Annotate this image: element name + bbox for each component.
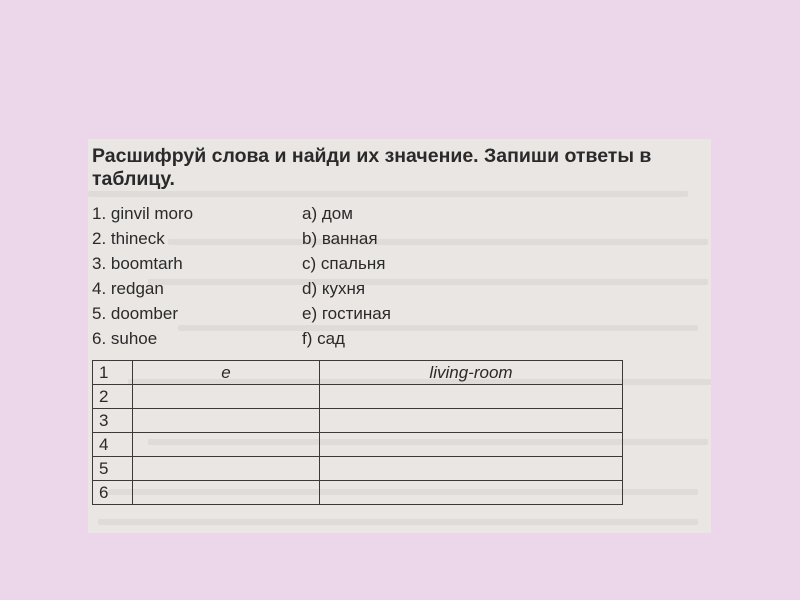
meaning-option: d) кухня xyxy=(302,279,366,298)
table-row xyxy=(93,361,623,385)
answer-meaning-cell[interactable] xyxy=(320,481,623,505)
scrambled-word: 4. redgan xyxy=(92,279,164,298)
answer-letter-cell[interactable] xyxy=(133,481,320,505)
answer-table xyxy=(92,360,623,505)
scrambled-words-list xyxy=(92,201,292,351)
scrambled-word: 5. doomber xyxy=(92,304,178,323)
row-number: 5 xyxy=(93,457,133,481)
scrambled-word: 6. suhoe xyxy=(92,329,158,348)
worksheet xyxy=(88,139,711,533)
answer-letter-cell[interactable] xyxy=(133,385,320,409)
answer-meaning-cell[interactable] xyxy=(320,385,623,409)
answer-letter-cell[interactable] xyxy=(133,433,320,457)
answer-letter-cell[interactable] xyxy=(133,457,320,481)
meaning-option: e) гостиная xyxy=(302,304,391,323)
meaning-option: b) ванная xyxy=(302,229,378,248)
meanings-list xyxy=(302,201,502,351)
answer-letter-cell[interactable] xyxy=(133,409,320,433)
task-title: Расшифруй слова и найди их значение. Запиши ответы в таблицу. xyxy=(92,145,652,190)
row-number: 3 xyxy=(93,409,133,433)
row-number: 4 xyxy=(93,433,133,457)
table-row xyxy=(93,481,623,505)
answer-meaning-cell[interactable]: living-room xyxy=(320,361,623,385)
answer-meaning-cell[interactable] xyxy=(320,433,623,457)
scrambled-word: 3. boomtarh xyxy=(92,254,183,273)
table-row xyxy=(93,457,623,481)
row-number: 1 xyxy=(93,361,133,385)
meaning-option: c) спальня xyxy=(302,254,386,273)
answer-meaning-cell[interactable] xyxy=(320,457,623,481)
table-row xyxy=(93,409,623,433)
row-number: 2 xyxy=(93,385,133,409)
table-row xyxy=(93,385,623,409)
scrambled-word: 2. thineck xyxy=(92,229,165,248)
meaning-option: a) дом xyxy=(302,204,353,223)
bleed-through-line xyxy=(98,519,698,525)
table-row xyxy=(93,433,623,457)
bleed-through-line xyxy=(88,191,688,197)
meaning-option: f) сад xyxy=(302,329,345,348)
answer-meaning-cell[interactable] xyxy=(320,409,623,433)
answer-letter-cell[interactable]: e xyxy=(133,361,320,385)
scrambled-word: 1. ginvil moro xyxy=(92,204,194,223)
row-number: 6 xyxy=(93,481,133,505)
